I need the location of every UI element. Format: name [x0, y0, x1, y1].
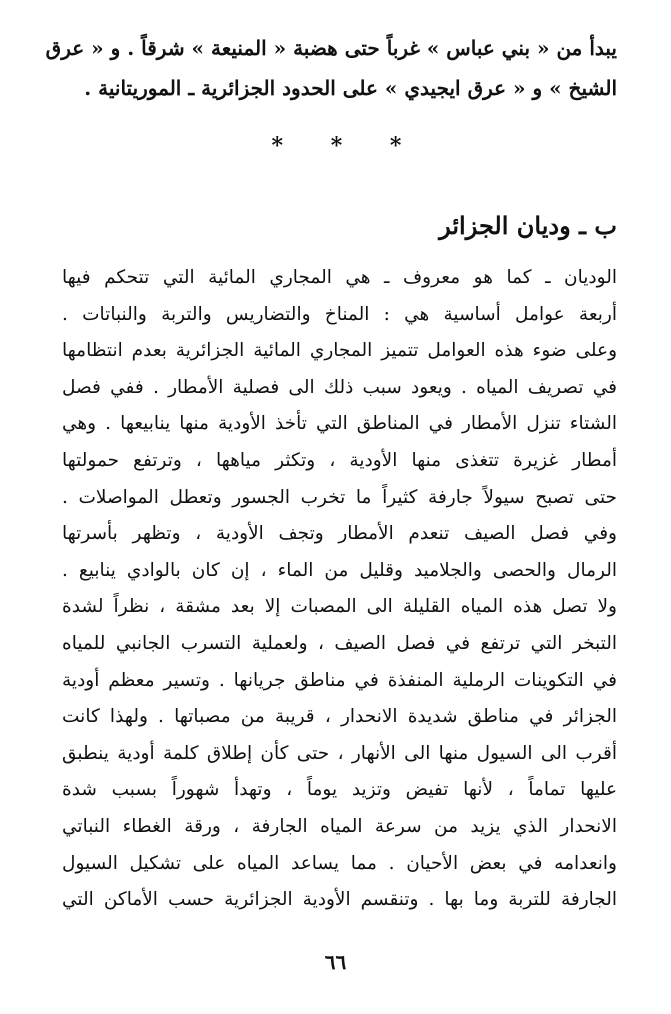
- body-line: أقرب الى السيول منها الى الأنهار ، حتى كأن إطلاق كلمة أودية ينطبق: [62, 742, 617, 764]
- body-line: في التكوينات الرملية المنفذة في مناطق جريانها . وتسير معظم أودية: [62, 669, 617, 691]
- page-content: [45, 28, 617, 919]
- section-heading: ب ـ وديان الجزائر: [439, 211, 617, 240]
- body-line: في تصريف المياه . ويعود سبب ذلك الى فصلية الأمطار . ففي فصل: [62, 376, 617, 398]
- section-separator: [62, 126, 617, 166]
- intro-paragraph: [45, 28, 617, 108]
- body-line: الانحدار الذي يزيد من سرعة المياه الجارفة ، ورقة الغطاء النباتي: [62, 815, 617, 837]
- page-number: ٦٦: [324, 950, 347, 974]
- body-line: وفي فصل الصيف تنعدم الأمطار وتجف الأودية ، وتظهر بأسرتها: [62, 523, 617, 545]
- intro-line: الشيخ » و « عرق ايجيدي » على الحدود الجزائرية ـ الموريتانية .: [84, 76, 617, 100]
- body-line: الرمال والحصى والجلاميد وقليل من الماء ، إن كان بالوادي ينابيع .: [62, 559, 617, 581]
- body-paragraph: [62, 260, 617, 919]
- body-line: ولا تصل هذه المياه القليلة الى المصبات إلا بعد مشقة ، نظراً لشدة: [62, 596, 617, 618]
- body-line: الجارفة للتربة وما بها . وتنقسم الأودية الجزائرية حسب الأماكن التي: [62, 889, 617, 911]
- body-line: الوديان ـ كما هو معروف ـ هي المجاري المائية التي تتحكم فيها: [62, 267, 617, 288]
- body-line: الشتاء تنزل الأمطار في المناطق التي تأخذ الأودية منها ينابيعها . وهي: [62, 413, 617, 435]
- body-line: أربعة عوامل أساسية هي : المناخ والتضاريس والتربة والنباتات .: [62, 303, 617, 325]
- body-line: وعلى ضوء هذه العوامل تتميز المجاري المائية الجزائرية بعدم انتظامها: [62, 340, 617, 362]
- body-line: الجزائر في مناطق شديدة الانحدار ، قريبة من مصباتها . ولهذا كانت: [62, 706, 617, 728]
- separator-star: *: [389, 133, 408, 159]
- body-line: التبخر التي ترتفع في فصل الصيف ، ولعملية التسرب الجانبي للمياه: [62, 632, 617, 654]
- body-line: وانعدامه في بعض الأحيان . مما يساعد المياه على تشكيل السيول: [62, 852, 617, 874]
- body-line: أمطار غزيرة تتغذى منها الأودية ، وتكثر مياهها ، وترتفع حمولتها: [62, 449, 617, 471]
- body-line: حتى تصبح سيولاً جارفة كثيراً ما تخرب الجسور وتعطل المواصلات .: [62, 486, 617, 508]
- separator-star: *: [330, 133, 349, 159]
- intro-line: يبدأ من « بني عباس » غرباً حتى هضبة « المنيعة » شرقاً . و « عرق: [45, 36, 617, 60]
- separator-star: *: [271, 133, 290, 159]
- body-line: عليها تماماً ، لأنها تفيض وتزيد يوماً ، وتهدأ شهوراً بسبب شدة: [62, 779, 617, 801]
